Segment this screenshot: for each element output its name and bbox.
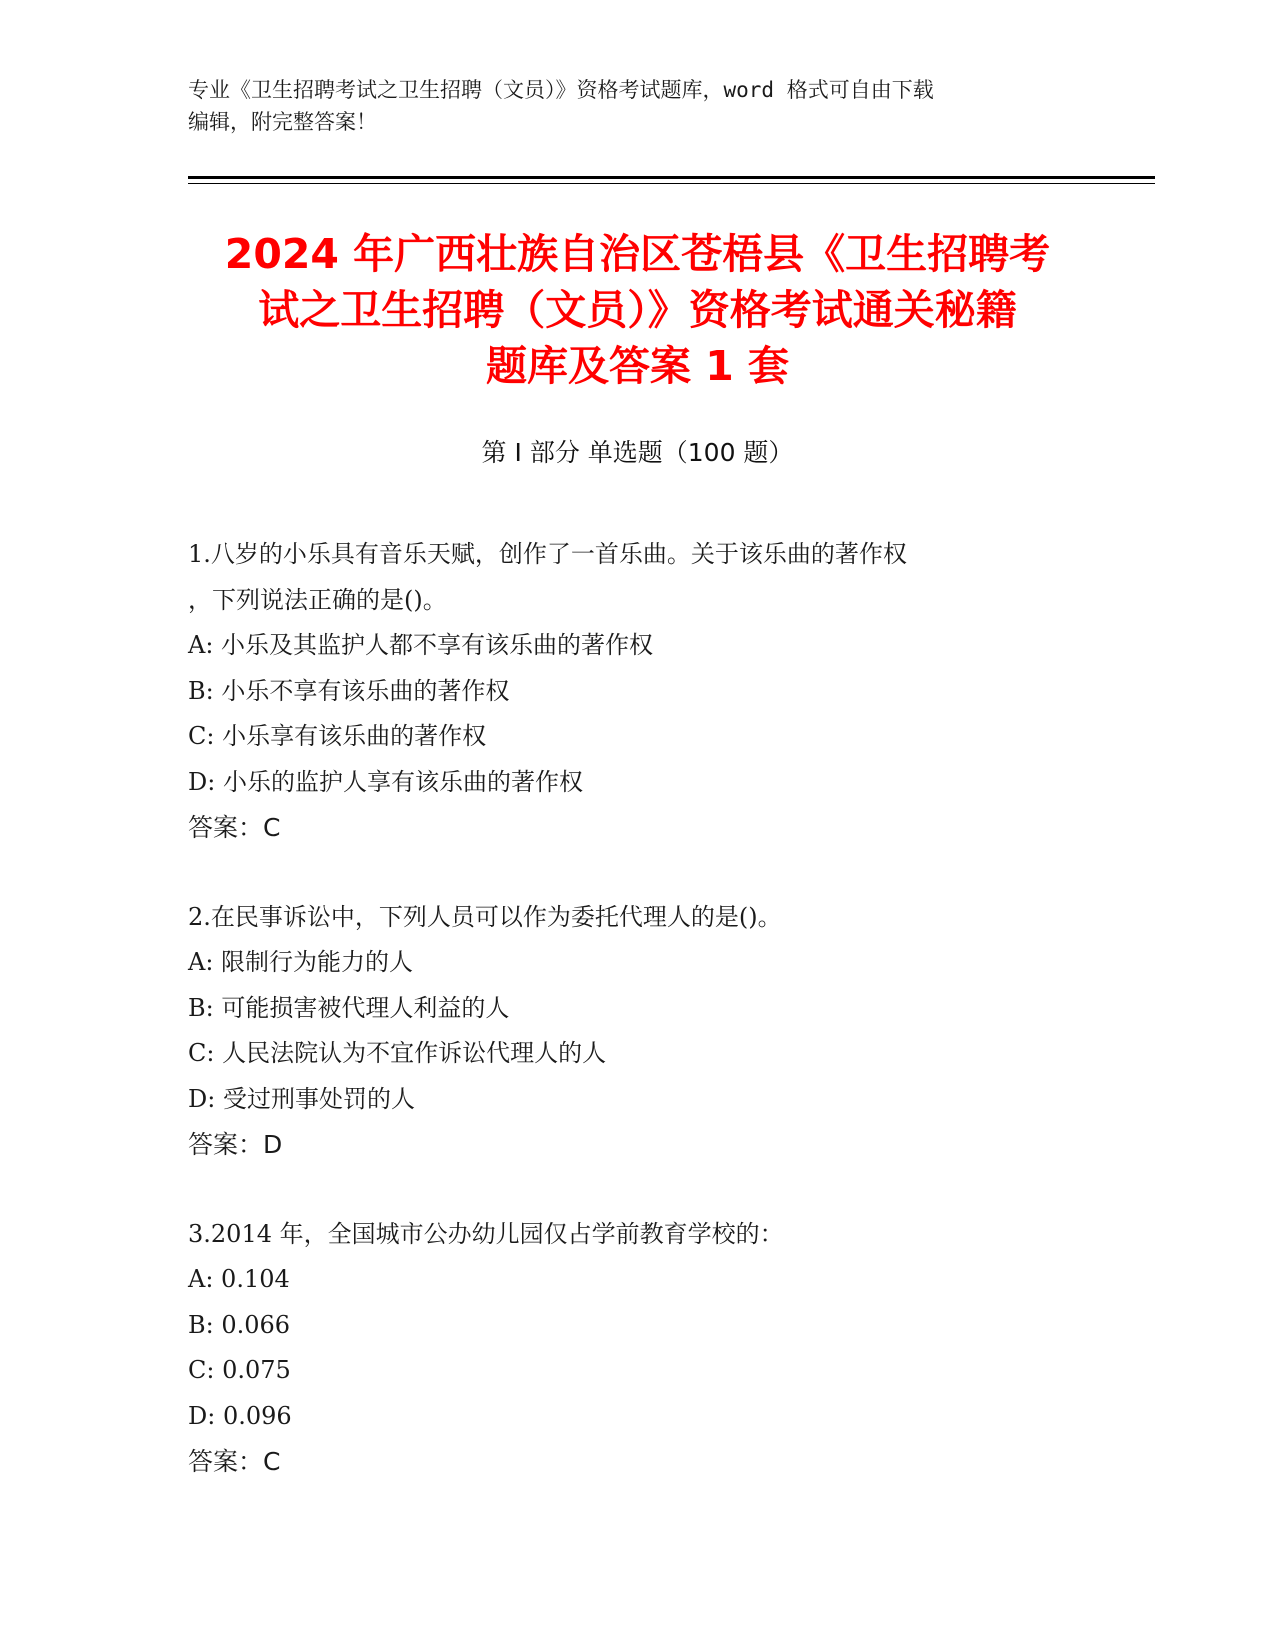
question-stem-continued: ，下列说法正确的是()。 xyxy=(188,585,447,614)
document-title-line-3: 题库及答案 1 套 xyxy=(485,342,790,390)
option-a: A: 小乐及其监护人都不享有该乐曲的著作权 xyxy=(188,631,654,659)
question-list xyxy=(188,532,1108,1529)
header-rule-thin xyxy=(188,183,1155,184)
option-c: C: 小乐享有该乐曲的著作权 xyxy=(188,722,487,750)
document-title-line-2: 试之卫生招聘（文员）》资格考试通关秘籍 xyxy=(258,286,1017,334)
question-2 xyxy=(188,895,1108,1168)
answer: 答案：D xyxy=(188,1130,283,1159)
document-title xyxy=(150,226,1125,394)
header-rule-thick xyxy=(188,176,1155,179)
option-a: A: 0.104 xyxy=(188,1265,290,1293)
option-d: D: 受过刑事处罚的人 xyxy=(188,1084,415,1113)
section-heading: 第 I 部分 单选题（100 题） xyxy=(481,438,794,467)
question-stem: 3.2014 年，全国城市公办幼儿园仅占学前教育学校的： xyxy=(188,1219,784,1248)
option-c: C: 人民法院认为不宜作诉讼代理人的人 xyxy=(188,1039,607,1067)
question-stem: 1.八岁的小乐具有音乐天赋，创作了一首乐曲。关于该乐曲的著作权 xyxy=(188,540,907,568)
option-d: D: 小乐的监护人享有该乐曲的著作权 xyxy=(188,767,583,796)
option-b: B: 0.066 xyxy=(188,1310,291,1339)
option-a: A: 限制行为能力的人 xyxy=(188,948,414,976)
header-note-line-2: 编辑，附完整答案！ xyxy=(188,110,377,134)
document-title-line-1: 2024 年广西壮族自治区苍梧县《卫生招聘考 xyxy=(224,230,1051,278)
question-3 xyxy=(188,1212,1108,1485)
question-1 xyxy=(188,532,1108,851)
option-b: B: 小乐不享有该乐曲的著作权 xyxy=(188,676,510,705)
option-d: D: 0.096 xyxy=(188,1401,292,1430)
header-note-line-1: 专业《卫生招聘考试之卫生招聘（文员）》资格考试题库，word 格式可自由下载 xyxy=(188,78,934,102)
option-b: B: 可能损害被代理人利益的人 xyxy=(188,993,510,1022)
answer: 答案：C xyxy=(188,1447,281,1476)
question-stem: 2.在民事诉讼中，下列人员可以作为委托代理人的是()。 xyxy=(188,902,782,931)
answer: 答案：C xyxy=(188,813,281,842)
option-c: C: 0.075 xyxy=(188,1356,291,1384)
header-note xyxy=(188,74,1108,138)
